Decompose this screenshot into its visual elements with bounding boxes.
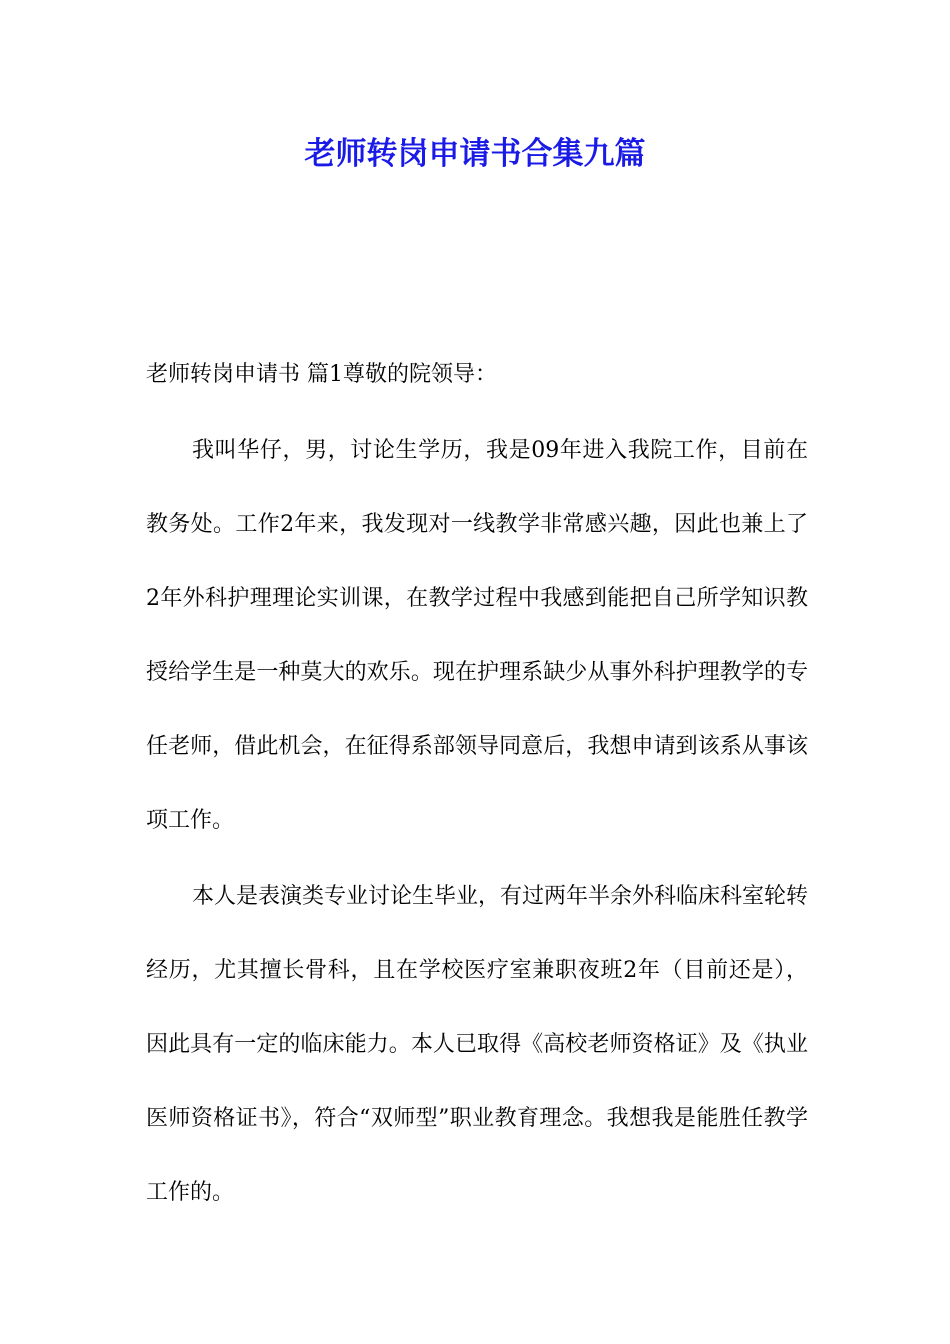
document-title: 老师转岗申请书合集九篇 xyxy=(304,136,646,172)
salutation-paragraph: 老师转岗申请书 篇1尊敬的院领导： xyxy=(146,362,497,387)
body-paragraph-2: 本人是表演类专业讨论生毕业，有过两年半余外科临床科室轮转经历，尤其擅长骨科，且在学校医疗室兼职夜班2年（目前还是），因此具有一定的临床能力。本人已取得《高校老师资格证》及《执业医师资格证书》，符合“双师型”职业教育理念。我想我是能胜任教学工作的。 xyxy=(146,884,809,1205)
body-paragraph-1: 我叫华仔，男，讨论生学历，我是09年进入我院工作，目前在教务处。工作2年来，我发现对一线教学非常感兴趣，因此也兼上了2年外科护理理论实训课，在教学过程中我感到能把自己所学知识教授给学生是一种莫大的欢乐。现在护理系缺少从事外科护理教学的专任老师，借此机会，在征得系部领导同意后，我想申请到该系从事该项工作。 xyxy=(146,438,808,833)
document-body xyxy=(146,338,808,1232)
